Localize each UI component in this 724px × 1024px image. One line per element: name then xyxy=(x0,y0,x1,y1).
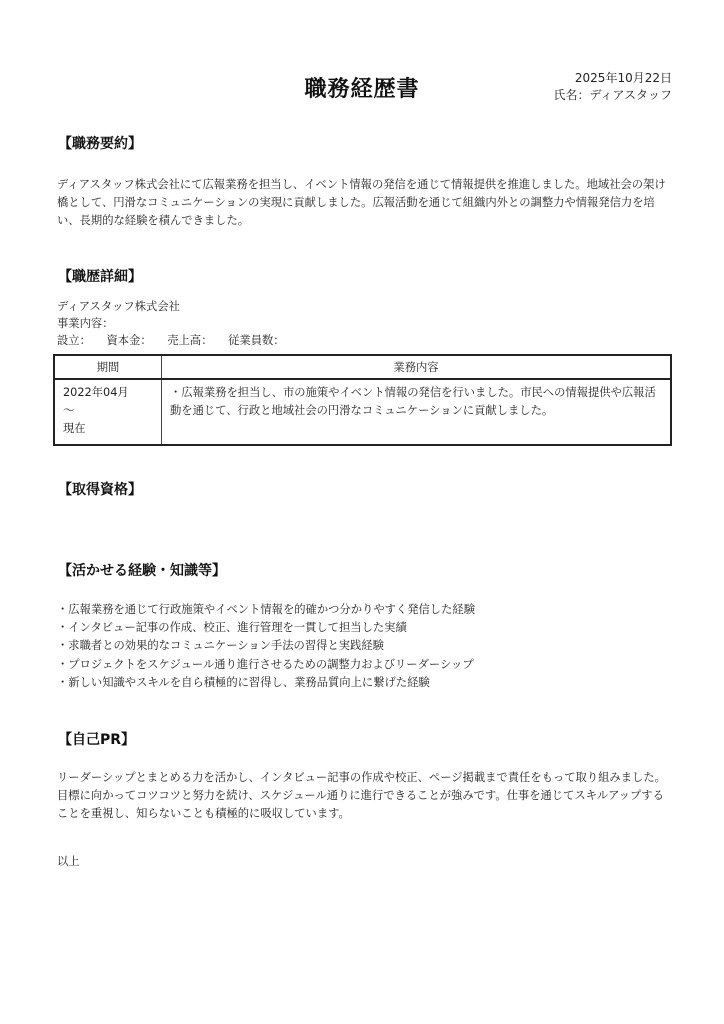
business-label: 事業内容： xyxy=(57,317,114,330)
document-date: 2025年10月22日 xyxy=(574,71,672,85)
table-header-row xyxy=(54,355,671,379)
capital-label: 資本金： xyxy=(106,334,152,347)
company-info xyxy=(57,298,297,349)
company-name: ディアスタッフ株式会社 xyxy=(57,300,180,313)
document-meta xyxy=(553,70,672,104)
skills-heading: 【活かせる経験・知識等】 xyxy=(58,563,226,579)
period-cell xyxy=(54,379,162,445)
column-header-duties: 業務内容 xyxy=(162,355,672,379)
period-end: 現在 xyxy=(63,422,86,435)
period-separator: ～ xyxy=(63,404,75,417)
sales-label: 売上高： xyxy=(167,334,213,347)
self-pr-text: リーダーシップとまとめる力を活かし、インタビュー記事の作成や校正、ページ掲載まで責任をもって取り組みました。目標に向かってコツコツと努力を続け、スケジュール通りに進行できることが強みです。仕事を通じてスキルアップすることを重視し、知らないことも積極的に吸収しています。 xyxy=(57,771,666,820)
duties-cell: ・広報業務を担当し、市の施策やイベント情報の発信を行いました。市民への情報提供や広報活動を通じて、行政と地域社会の円滑なコミュニケーションに貢献しました。 xyxy=(162,379,672,445)
list-item: ・プロジェクトをスケジュール通り進行させるための調整力およびリーダーシップ xyxy=(57,657,474,671)
founded-label: 設立： xyxy=(57,334,91,347)
list-item: ・インタビュー記事の作成、校正、進行管理を一貫して担当した実績 xyxy=(57,621,407,635)
company-stats xyxy=(57,332,297,349)
qualifications-heading: 【取得資格】 xyxy=(58,482,142,498)
closing-remark: 以上 xyxy=(57,855,80,868)
list-item: ・新しい知識やスキルを自ら積極的に習得し、業務品質向上に繋げた経験 xyxy=(57,675,430,689)
list-item: ・求職者との効果的なコミュニケーション手法の習得と実践経験 xyxy=(57,639,384,653)
history-heading: 【職歴詳細】 xyxy=(58,269,142,285)
skills-list xyxy=(57,601,475,692)
document-title: 職務経歴書 xyxy=(304,77,420,102)
summary-heading: 【職務要約】 xyxy=(58,136,142,152)
summary-text: ディアスタッフ株式会社にて広報業務を担当し、イベント情報の発信を通じて情報提供を推進しました。地域社会の架け橋として、円滑なコミュニケーションの実現に貢献しました。広報活動を通じて組織内外との調整力や情報発信力を培い、長期的な経験を積んできました。 xyxy=(57,178,666,227)
column-header-period: 期間 xyxy=(54,355,162,379)
self-pr-heading: 【自己PR】 xyxy=(58,732,136,748)
applicant-name: 氏名：ディアスタッフ xyxy=(553,88,672,102)
table-row xyxy=(54,379,671,445)
period-start: 2022年04月 xyxy=(63,386,129,399)
history-table xyxy=(53,354,672,446)
list-item: ・広報業務を通じて行政施策やイベント情報を的確かつ分かりやすく発信した経験 xyxy=(57,603,475,616)
employees-label: 従業員数： xyxy=(228,334,285,347)
